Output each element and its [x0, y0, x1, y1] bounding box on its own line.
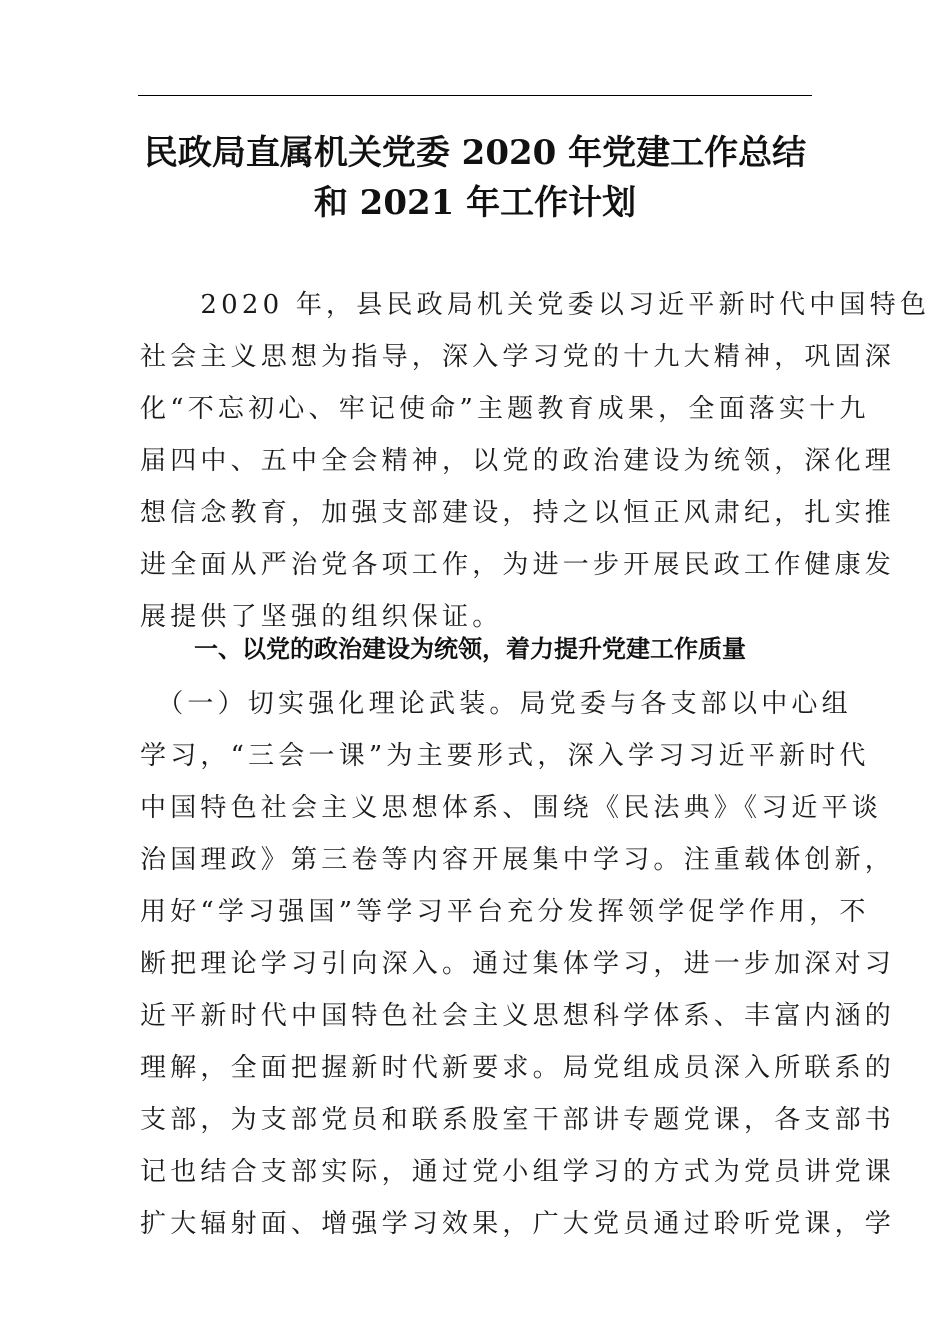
paragraph-line: 社会主义思想为指导，深入学习党的十九大精神，巩固深: [140, 342, 896, 372]
section-paragraph: [140, 678, 896, 1250]
paragraph-line: 中国特色社会主义思想体系、围绕《民法典》《习近平谈: [140, 793, 883, 823]
paragraph-line: 进全面从严治党各项工作，为进一步开展民政工作健康发: [140, 550, 896, 580]
title-line-1: 民政局直属机关党委 2020 年党建工作总结: [143, 133, 807, 173]
paragraph-line: 展提供了坚强的组织保证。: [140, 602, 503, 632]
header-rule: [138, 95, 812, 96]
paragraph-line: 届四中、五中全会精神，以党的政治建设为统领，深化理: [140, 446, 896, 476]
paragraph-line: 治国理政》第三卷等内容开展集中学习。注重载体创新，: [140, 845, 896, 875]
paragraph-line: （一）切实强化理论武装。局党委与各支部以中心组: [140, 689, 852, 719]
paragraph-line: 理解，全面把握新时代新要求。局党组成员深入所联系的: [140, 1053, 896, 1083]
intro-paragraph: [140, 279, 931, 643]
paragraph-line: 学习，“三会一课”为主要形式，深入学习习近平新时代: [140, 741, 870, 771]
title-line-2: 和 2021 年工作计划: [313, 183, 637, 223]
paragraph-line: 近平新时代中国特色社会主义思想科学体系、丰富内涵的: [140, 1001, 896, 1031]
document-title: [110, 128, 840, 228]
section-heading: 一、以党的政治建设为统领，着力提升党建工作质量: [194, 635, 746, 663]
paragraph-line: 化“不忘初心、牢记使命”主题教育成果，全面落实十九: [140, 394, 870, 424]
paragraph-line: 想信念教育，加强支部建设，持之以恒正风肃纪，扎实推: [140, 498, 896, 528]
paragraph-line: 断把理论学习引向深入。通过集体学习，进一步加深对习: [140, 949, 896, 979]
paragraph-line: 记也结合支部实际，通过党小组学习的方式为党员讲党课: [140, 1157, 896, 1187]
paragraph-line: 2020 年，县民政局机关党委以习近平新时代中国特色: [140, 290, 931, 320]
paragraph-line: 支部，为支部党员和联系股室干部讲专题党课，各支部书: [140, 1105, 896, 1135]
paragraph-line: 用好“学习强国”等学习平台充分发挥领学促学作用，不: [140, 897, 870, 927]
paragraph-line: 扩大辐射面、增强学习效果，广大党员通过聆听党课，学: [140, 1209, 896, 1239]
